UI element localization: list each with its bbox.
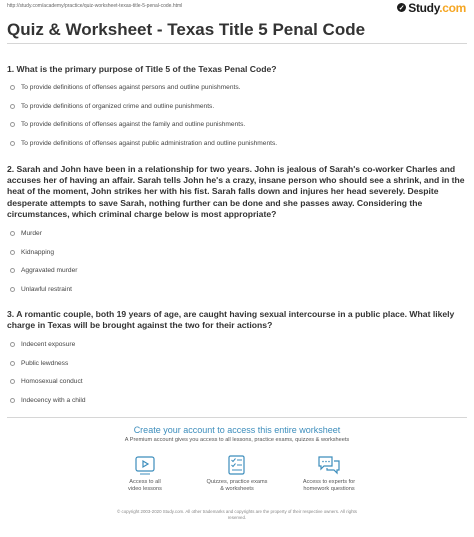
option-label: Indecent exposure xyxy=(21,340,76,348)
option-label: Unlawful restraint xyxy=(21,285,72,293)
option[interactable] xyxy=(10,391,86,410)
option[interactable] xyxy=(10,261,77,280)
feature-experts-line1: Access to experts for xyxy=(302,479,356,485)
option[interactable] xyxy=(10,372,86,391)
option[interactable] xyxy=(10,335,86,354)
page-url: http://study.com/academy/practice/quiz-worksheet-texas-title-5-penal-code.html xyxy=(7,3,183,9)
feature-experts-line2: homework questions xyxy=(303,486,355,492)
option-label: To provide definitions of offenses against public administration and outline punishments. xyxy=(21,139,278,147)
question-2-text: 2. Sarah and John have been in a relationship for two years. John is jealous of Sarah's co-worker Charles and accuses her of having an affair. Sarah tells John he's a crazy, insane person who should see a shrink, and in the heat of the moment, John strikes her with his fist. Sarah falls down and injures her head severely. Despite desperate attempts to save Sarah, nothing further can be done and she passes away. Considering the circumstances, which criminal charge below is most appropriate? xyxy=(7,164,465,219)
radio-icon[interactable] xyxy=(10,141,15,146)
option[interactable] xyxy=(10,224,77,243)
option[interactable] xyxy=(10,354,86,373)
option-label: Public lewdness xyxy=(21,359,69,367)
feature-video-line1: Access to all xyxy=(129,479,161,485)
option[interactable] xyxy=(10,97,277,116)
option-label: Kidnapping xyxy=(21,248,54,256)
question-3-options xyxy=(10,335,86,410)
option-label: Homosexual conduct xyxy=(21,378,83,386)
study-logo-icon: ✓ xyxy=(398,4,405,12)
question-1-options xyxy=(10,78,277,153)
option[interactable] xyxy=(10,243,77,262)
feature-quizzes-line2: & worksheets xyxy=(220,486,254,492)
page-title: Quiz & Worksheet - Texas Title 5 Penal Code xyxy=(7,20,366,39)
chat-icon xyxy=(317,455,341,475)
feature-video-line2: video lessons xyxy=(128,486,162,492)
radio-icon[interactable] xyxy=(10,361,15,366)
feature-experts xyxy=(284,455,374,493)
quiz-icon xyxy=(226,455,248,475)
promo-title[interactable]: Create your account to access this entire worksheet xyxy=(133,425,341,435)
copyright-line2: reserved. xyxy=(227,515,247,520)
copyright-footer xyxy=(90,509,384,521)
feature-quizzes xyxy=(192,455,282,493)
title-divider xyxy=(7,43,467,44)
option-label: To provide definitions of organized crime and outline punishments. xyxy=(21,102,215,110)
question-2-options xyxy=(10,224,77,299)
study-logo[interactable] xyxy=(397,2,466,13)
option[interactable] xyxy=(10,78,277,97)
option[interactable] xyxy=(10,115,277,134)
feature-video-lessons xyxy=(100,455,190,493)
video-icon xyxy=(134,455,156,475)
option-label: Indecency with a child xyxy=(21,396,86,404)
feature-quizzes-line1: Quizzes, practice exams xyxy=(206,479,268,485)
study-logo-text: Study.com xyxy=(408,0,466,15)
radio-icon[interactable] xyxy=(10,379,15,384)
radio-icon[interactable] xyxy=(10,104,15,109)
question-1-text: 1. What is the primary purpose of Title 5 of the Texas Penal Code? xyxy=(7,64,277,74)
radio-icon[interactable] xyxy=(10,250,15,255)
copyright-line1: © copyright 2003-2020 Study.com. All other trademarks and copyrights are the property of their respective owners. All rights xyxy=(117,509,357,514)
option[interactable] xyxy=(10,280,77,299)
question-3-text: 3. A romantic couple, both 19 years of age, are caught having sexual intercourse in a public place. What likely charge in Texas will be brought against the two for their actions? xyxy=(7,309,455,331)
radio-icon[interactable] xyxy=(10,85,15,90)
radio-icon[interactable] xyxy=(10,231,15,236)
radio-icon[interactable] xyxy=(10,287,15,292)
promo-subtitle: A Premium account gives you access to all lessons, practice exams, quizzes & worksheets xyxy=(124,437,350,443)
option-label: To provide definitions of offenses against the family and outline punishments. xyxy=(21,121,246,129)
radio-icon[interactable] xyxy=(10,268,15,273)
radio-icon[interactable] xyxy=(10,342,15,347)
option-label: Aggravated murder xyxy=(21,267,78,275)
radio-icon[interactable] xyxy=(10,398,15,403)
top-bar xyxy=(0,0,474,14)
option-label: Murder xyxy=(21,229,42,237)
radio-icon[interactable] xyxy=(10,122,15,127)
option[interactable] xyxy=(10,134,277,153)
option-label: To provide definitions of offenses against persons and outline punishments. xyxy=(21,83,241,91)
